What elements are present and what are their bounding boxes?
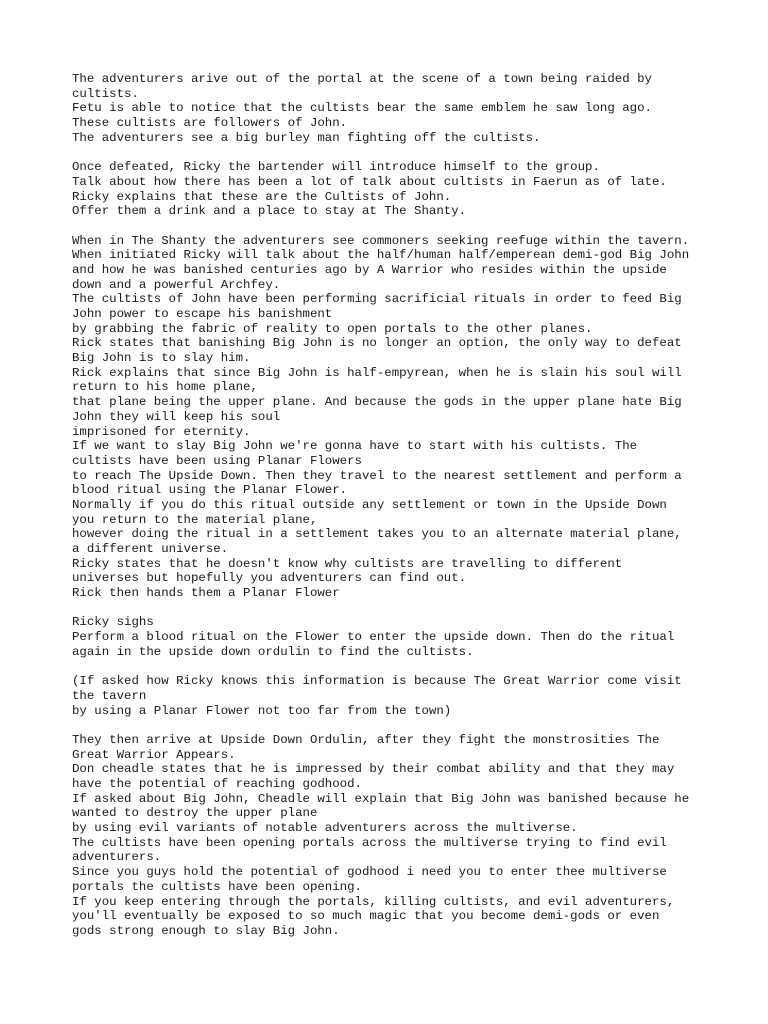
document-line: These cultists are followers of John. <box>72 116 348 131</box>
document-line: the tavern <box>72 688 147 703</box>
document-line: to reach The Upside Down. Then they travel to the nearest settlement and perform a <box>72 468 682 483</box>
document-line: Rick states that banishing Big John is no longer an option, the only way to defeat <box>72 336 682 351</box>
document-line: When in The Shanty the adventurers see commoners seeking reefuge within the tavern. <box>72 233 690 248</box>
document-line <box>72 660 712 675</box>
document-line: Ricky explains that these are the Cultists of John. <box>72 189 452 204</box>
document-line: The adventurers arive out of the portal at the scene of a town being raided by <box>72 72 652 86</box>
document-line: portals the cultists have been opening. <box>72 879 362 894</box>
document-line: cultists have been using Planar Flowers <box>72 453 362 468</box>
document-line: Big John is to slay him. <box>72 351 251 366</box>
document-line: a different universe. <box>72 542 229 556</box>
document-line: The cultists of John have been performing sacrificial rituals in order to feed Big <box>72 292 682 307</box>
document-line: and how he was banished centuries ago by A Warrior who resides within the upside <box>72 262 667 277</box>
document-line: If we want to slay Big John we're gonna have to start with his cultists. The <box>72 439 638 454</box>
document-line <box>72 718 712 733</box>
document-line: again in the upside down ordulin to find the cultists. <box>72 644 474 659</box>
document-line: Rick then hands them a Planar Flower <box>72 586 340 601</box>
document-line: Don cheadle states that he is impressed by their combat ability and that they may <box>72 762 675 777</box>
document-line: cultists. <box>72 86 139 101</box>
document-line: Offer them a drink and a place to stay at The Shanty. <box>72 204 467 219</box>
document-line: blood ritual using the Planar Flower. <box>72 483 348 498</box>
document-line: Once defeated, Ricky the bartender will introduce himself to the group. <box>72 160 600 175</box>
document-line <box>72 219 712 234</box>
document-line: gods strong enough to slay Big John. <box>72 923 340 938</box>
document-line: have the potential of reaching godhood. <box>72 777 362 791</box>
document-line: universes but hopefully you adventurers can find out. <box>72 571 467 586</box>
document-line: Rick explains that since Big John is half-empyrean, when he is slain his soul will <box>72 365 682 380</box>
document-line: by using a Planar Flower not too far from the town) <box>72 703 452 718</box>
document-body <box>72 72 712 939</box>
document-line: If asked about Big John, Cheadle will explain that Big John was banished because he <box>72 791 690 806</box>
document-line: that plane being the upper plane. And because the gods in the upper plane hate Big <box>72 395 682 410</box>
document-line: by using evil variants of notable adventurers across the multiverse. <box>72 821 578 836</box>
document-line: return to his home plane, <box>72 380 258 395</box>
document-line: Talk about how there has been a lot of talk about cultists in Faerun as of late. <box>72 174 667 189</box>
document-line <box>72 145 712 160</box>
document-line: If you keep entering through the portals, killing cultists, and evil adventurers, <box>72 894 675 909</box>
document-line: John power to escape his banishment <box>72 307 333 321</box>
document-line: Great Warrior Appears. <box>72 747 236 762</box>
document-line: John they will keep his soul <box>72 409 281 424</box>
document-line: you return to the material plane, <box>72 512 318 527</box>
document-line: The adventurers see a big burley man fighting off the cultists. <box>72 130 541 145</box>
document-line: The cultists have been opening portals across the multiverse trying to find evil <box>72 835 667 850</box>
document-line: imprisoned for eternity. <box>72 424 251 439</box>
document-line: Fetu is able to notice that the cultists bear the same emblem he saw long ago. <box>72 101 652 116</box>
document-line: Perform a blood ritual on the Flower to enter the upside down. Then do the ritual <box>72 630 675 645</box>
document-line: Since you guys hold the potential of godhood i need you to enter thee multiverse <box>72 865 667 880</box>
document-line: They then arrive at Upside Down Ordulin, after they fight the monstrosities The <box>72 732 660 747</box>
document-line: however doing the ritual in a settlement takes you to an alternate material plane, <box>72 527 682 542</box>
document-line: Normally if you do this ritual outside any settlement or town in the Upside Down <box>72 497 667 512</box>
document-line: Ricky sighs <box>72 615 154 630</box>
document-line <box>72 601 712 616</box>
document-line: wanted to destroy the upper plane <box>72 806 318 821</box>
document-line: Ricky states that he doesn't know why cultists are travelling to different <box>72 556 623 571</box>
document-line: you'll eventually be exposed to so much magic that you become demi-gods or even <box>72 909 660 924</box>
document-line: down and a powerful Archfey. <box>72 277 281 292</box>
document-line: (If asked how Ricky knows this information is because The Great Warrior come visit <box>72 674 682 689</box>
document-line: adventurers. <box>72 850 162 865</box>
document-line: When initiated Ricky will talk about the half/human half/emperean demi-god Big John <box>72 248 690 263</box>
document-line: by grabbing the fabric of reality to open portals to the other planes. <box>72 321 593 336</box>
